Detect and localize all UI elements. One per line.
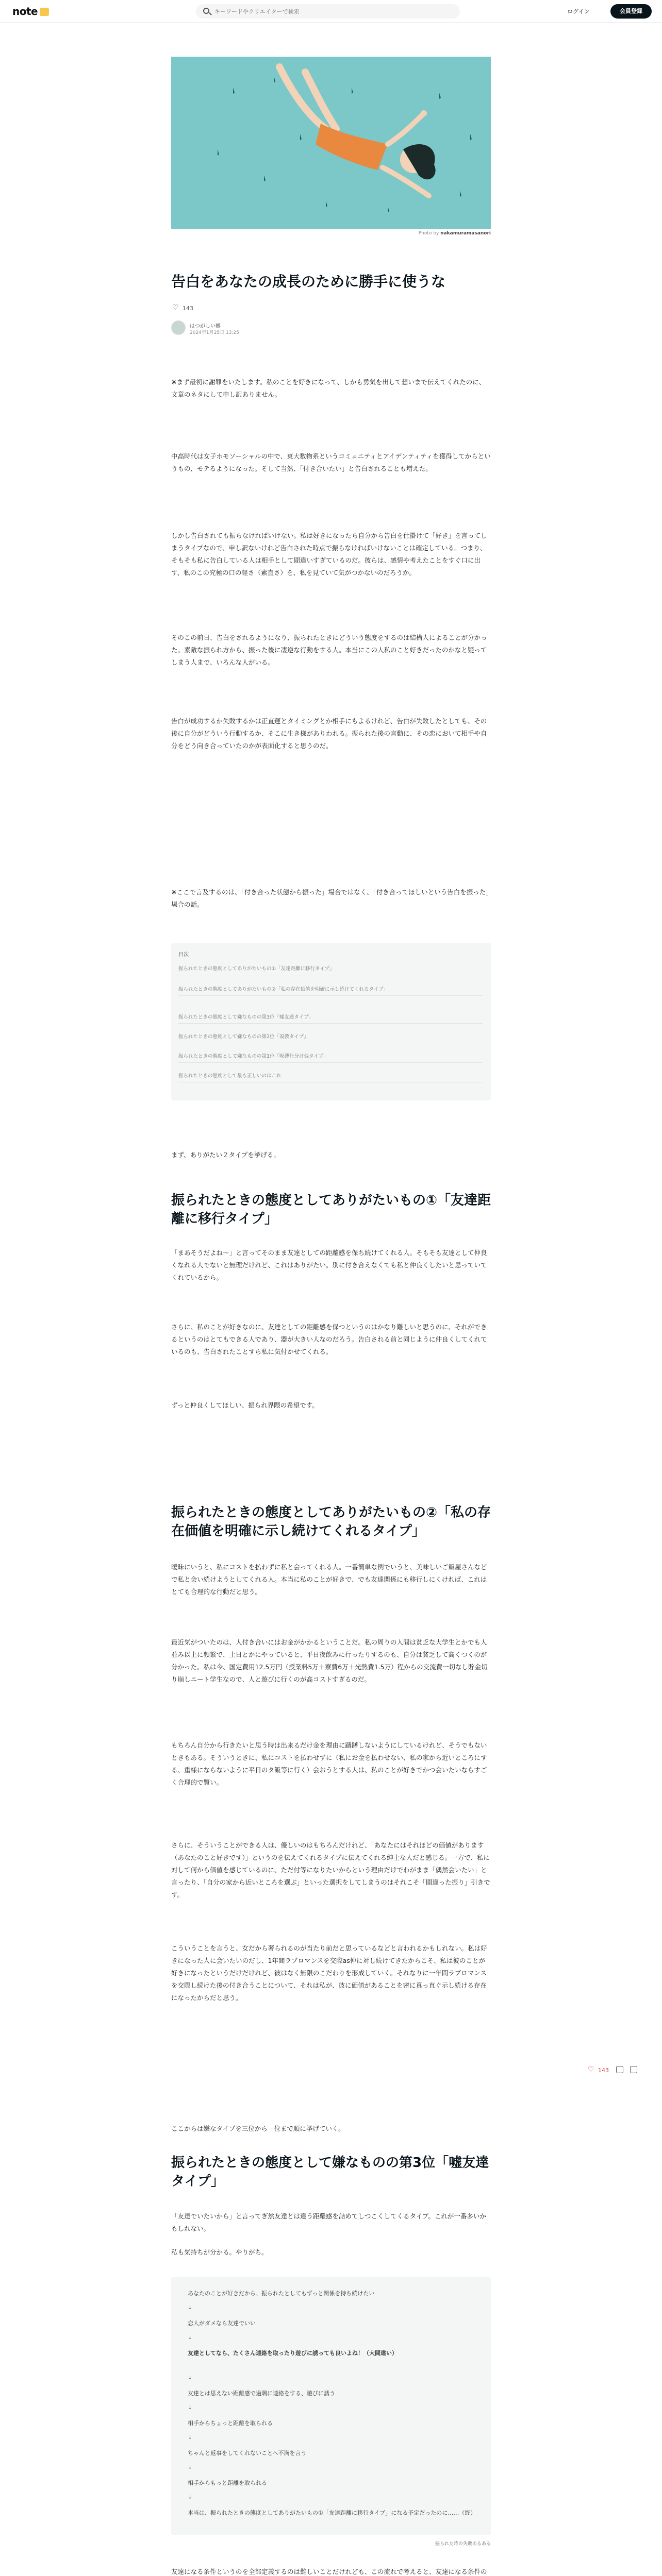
flow-step: 友達とは思えない距離感で過剰に連絡をする、遊びに誘う <box>188 2390 335 2397</box>
like-count-value: 143 <box>183 305 193 312</box>
toc-title-text: 目次 <box>178 952 189 958</box>
toc-title[interactable] <box>178 950 189 958</box>
photo-credit <box>171 231 491 236</box>
heart-icon <box>172 305 179 311</box>
body-paragraph: 友達になる条件というのを全部定義するのは難しいことだけれども、この流れで考えると、友達になる条件の <box>171 2568 487 2575</box>
lead-paragraph: ここからは嫌なタイプを三位から一位まで順に挙げていく。 <box>171 2125 345 2132</box>
avatar[interactable] <box>171 320 186 335</box>
down-arrow-icon: ↓ <box>188 2434 193 2441</box>
flow-step: あなたのことが好きだから、振られたとしてもずっと関係を持ち続けたい <box>188 2290 375 2297</box>
note-paragraph: ※ここで言及するのは、「付き合った状態から振った」場合ではなく、「付き合ってほしいという告白を振った」場合の話。 <box>171 888 489 908</box>
woman-floating-illustration <box>171 57 491 229</box>
body-paragraph: 私も気持ちが分かる。やりがち。 <box>171 2248 268 2256</box>
body-paragraph: もちろん自分から行きたいと思う時は出来るだけ金を理由に躊躇しないようにしているけれど、そうでもないときもある。そういうときに、私にコストを払わせずに（私にお金を払わせない、私の家から近いところにする、重様にならないように平日のタ飯等に行く）会おうとする人は、私のことが好きでかつ会いたいならすごく合理的で賢い。 <box>171 1741 487 1786</box>
heart-icon[interactable] <box>588 2067 595 2073</box>
logo-text: note <box>12 5 38 18</box>
search-input[interactable] <box>214 6 452 16</box>
photo-credit-prefix: Photo by <box>418 231 441 236</box>
section-heading: 振られたときの態度として嫌なものの第3位「嘘友達タイプ」 <box>171 2155 489 2189</box>
body-paragraph: 最近気がついたのは、人付き合いにはお金がかかるということだ。私の周りの人間は貧乏な大学生とかでも人並み以上に頻繁で、土日とかにやっていると、平日夜飲みに行ったりするのも、自分は貧乏して高くつくのが分かった。私は今、国定費用12.5万円（授業料5万＋寮費6万＋光熱費1.5万）程からの交流費一切なし貯金切り崩しニート学生なので、人と遊びに行くのが高コストすぎるのだ。 <box>171 1638 488 1683</box>
login-link[interactable]: ログイン <box>567 8 590 15</box>
hero-illustration <box>171 57 491 229</box>
flow-step: 相手からもっと距離を取られる <box>188 2480 267 2486</box>
post-date: 2024年1月25日 13:25 <box>190 330 239 335</box>
article-title: 告白をあなたの成長のために勝手に使うな <box>171 273 446 290</box>
note-logo[interactable] <box>12 5 49 18</box>
flow-quote-box <box>171 2277 491 2535</box>
flow-step: 相手からちょっと距離を取られる <box>188 2420 273 2427</box>
section-heading: 振られたときの態度としてありがたいもの①「友達距離に移行タイプ」 <box>171 1193 491 1227</box>
body-paragraph: こういうことを言うと、女だから奢られるのが当たり前だと思っているなどと言われるかもしれない。私は好きになった人に会いたいのだし、1年間ラブロマンスを交際as仲に対し続けてきたからこそ、私は彼のことが好きになったというだけだけれど、彼はなく無限のこだわりを形成していく。それなりに一年間ラブロマンスを交際し続けた後の付き合うことについて、それは私が、彼に価値があることを密に真っ直ぐ示し続ける存在になったからだと思う。 <box>171 1944 487 2002</box>
body-paragraph: 中高時代は女子ホモソーシャルの中で、東大数物系というコミュニティとアイデンティティを獲得してからというもの、モテるようになった。そして当然、「付き合いたい」と告白されることも増えた。 <box>171 452 491 472</box>
flow-step: 友達としてなら、たくさん連絡を取ったり遊びに誘っても良いよね！（大間違い） <box>188 2350 398 2357</box>
body-paragraph: 「友達でいたいから」と言ってぎ然友達とは違う距離感を詰めてしつこくしてくるタイプ。これが一番多いかもしれない。 <box>171 2212 486 2232</box>
body-paragraph: そのこの前日、告白をされるようになり、振られたときにどういう態度をするのは結構人によることが分かった。素敵な振られ方から、振った後に凄逆な行動をする人。本当にこの人私のこと好きだったのかなと疑ってしまう人まで、いろんな人がいる。 <box>171 634 487 666</box>
flow-step: 本当は、振られたときの態度としてありがたいもの①「友達距離に移行タイプ」になる予定だったのに……（終） <box>188 2510 476 2516</box>
body-paragraph: 告白が成功するか失敗するかは正直運とタイミングとか相手にもよるけれど、告白が失敗したとしても、その後に自分がどういう行動するか、そこに生き様がありわれる。振られた後の言動に、その恋において相手や自分をどう向き合っていたのかが表面化すると思うのだ。 <box>171 717 487 750</box>
intro-paragraph: ※まず最初に謝罪をいたします。私のことを好きになって、しかも勇気を出して想いまで伝えてくれたのに、文章のネタにして申し訳ありません。 <box>171 378 486 398</box>
signup-button[interactable]: 会員登録 <box>610 4 652 19</box>
body-paragraph: ずっと仲良くしてほしい、振られ界隈の希望です。 <box>171 1401 319 1409</box>
lead-paragraph: まず、ありがたい２タイプを挙げる。 <box>171 1151 280 1159</box>
body-paragraph: 「まあそうだよね〜」と言ってそのまま友達としての距離感を保ち続けてくれる人。そもそも友達として仲良くなれる人でないと無理だけれど、これはありがたい。別に付き合えなくても私と仲良くしたいと思っていてくれているから。 <box>171 1249 487 1281</box>
body-paragraph: 曖昧にいうと、私にコストを払わずに私と会ってくれる人。一番簡単な例でいうと、美味しいご飯屋さんなどで私と会い続けようとしてくれる人。本当に私のことが好きで、でも友達関係にも移行しにくければ、これはとても合理的な行動だと思う。 <box>171 1563 487 1596</box>
search-icon <box>203 8 209 14</box>
toc-item[interactable]: 振られたときの態度として嫌なものの第2位「説教タイプ」 <box>178 1032 483 1043</box>
like-count[interactable] <box>172 305 193 312</box>
down-arrow-icon: ↓ <box>188 2334 193 2341</box>
share-icon[interactable] <box>630 2066 637 2073</box>
flow-step: 恋人がダメなら友達でいい <box>188 2320 256 2327</box>
toc-item[interactable]: 振られたときの態度として嫌なものの第3位「嘘友達タイプ」 <box>178 1013 483 1024</box>
section-heading: 振られたときの態度としてありがたいもの②「私の存在価値を明確に示し続けてくれるタイプ」 <box>171 1505 491 1539</box>
body-paragraph: さらに、私のことが好きなのに、友達としての距離感を保つというのはかなり難しいと思うのに、それができるというのはとてもできる人であり、器が大きい人なのだろう。告白される前と同じように仲良くしてくれているのも、告白されたことすら私に気付かせてくれる。 <box>171 1323 487 1355</box>
floating-actions <box>588 2066 637 2074</box>
down-arrow-icon: ↓ <box>188 2464 193 2470</box>
toc-item[interactable]: 振られたときの態度として最も正しいのはこれ <box>178 1072 483 1082</box>
down-arrow-icon: ↓ <box>188 2404 193 2411</box>
quote-caption: 振られた時の失敗あるある <box>435 2541 491 2547</box>
table-of-contents <box>171 943 491 1100</box>
author-name[interactable]: はつがしい郷 <box>190 324 221 329</box>
search-box[interactable] <box>196 4 460 19</box>
top-header <box>0 0 662 23</box>
body-paragraph: しかし告白されても振らなければいけない。私は好きになったら自分から告白を仕掛けて「好き」を言ってしまうタイプなので、申し訳ないけれど告白された時点で振らなければいけないことは確定している。つまり、そもそも私に告白している人は相手として間違いすぎているのだ。彼らは、感情や考えたことをすぐ口に出す、私のこの究極の口の軽さ（素直さ）を、私を見ていて気がつかないのだろうか。 <box>171 532 487 577</box>
toc-item[interactable]: 振られたときの態度として嫌なものの第1位「呪縛仕分け偏タイプ」 <box>178 1052 483 1063</box>
toc-item[interactable]: 振られたときの態度としてありがたいもの②「私の存在価値を明確に示し続けてくれるタイプ」 <box>178 985 483 996</box>
comment-icon[interactable] <box>616 2066 623 2073</box>
down-arrow-icon: ↓ <box>188 2304 193 2311</box>
photo-credit-name[interactable]: nakamuramasanori <box>440 231 491 236</box>
body-paragraph: さらに、そういうことができる人は、優しいのはもちろんだけれど、「あなたにはそれほどの価値があります（あなたのこと好きです）」というのを伝えてくれるタイプに伝えてくれる紳士な人だと感じる。一方で、私に対して何から価値を感じているのに、ただ付等になりたいからという理由だけでわがまま「偶然会いたい」と言ったり、「自分の家から近いところを選ぶ」といった選択をしてしまうのはそれこそ「間違った振り」引きです。 <box>171 1841 490 1899</box>
logo-badge-icon <box>40 8 49 16</box>
toc-item[interactable]: 振られたときの態度としてありがたいもの①「友達距離に移行タイプ」 <box>178 964 483 975</box>
flow-step: ちゃんと返事をしてくれないことへ不満を言う <box>188 2450 307 2456</box>
down-arrow-icon: ↓ <box>188 2374 193 2381</box>
down-arrow-icon: ↓ <box>188 2494 193 2500</box>
side-like-count: 143 <box>598 2067 609 2074</box>
